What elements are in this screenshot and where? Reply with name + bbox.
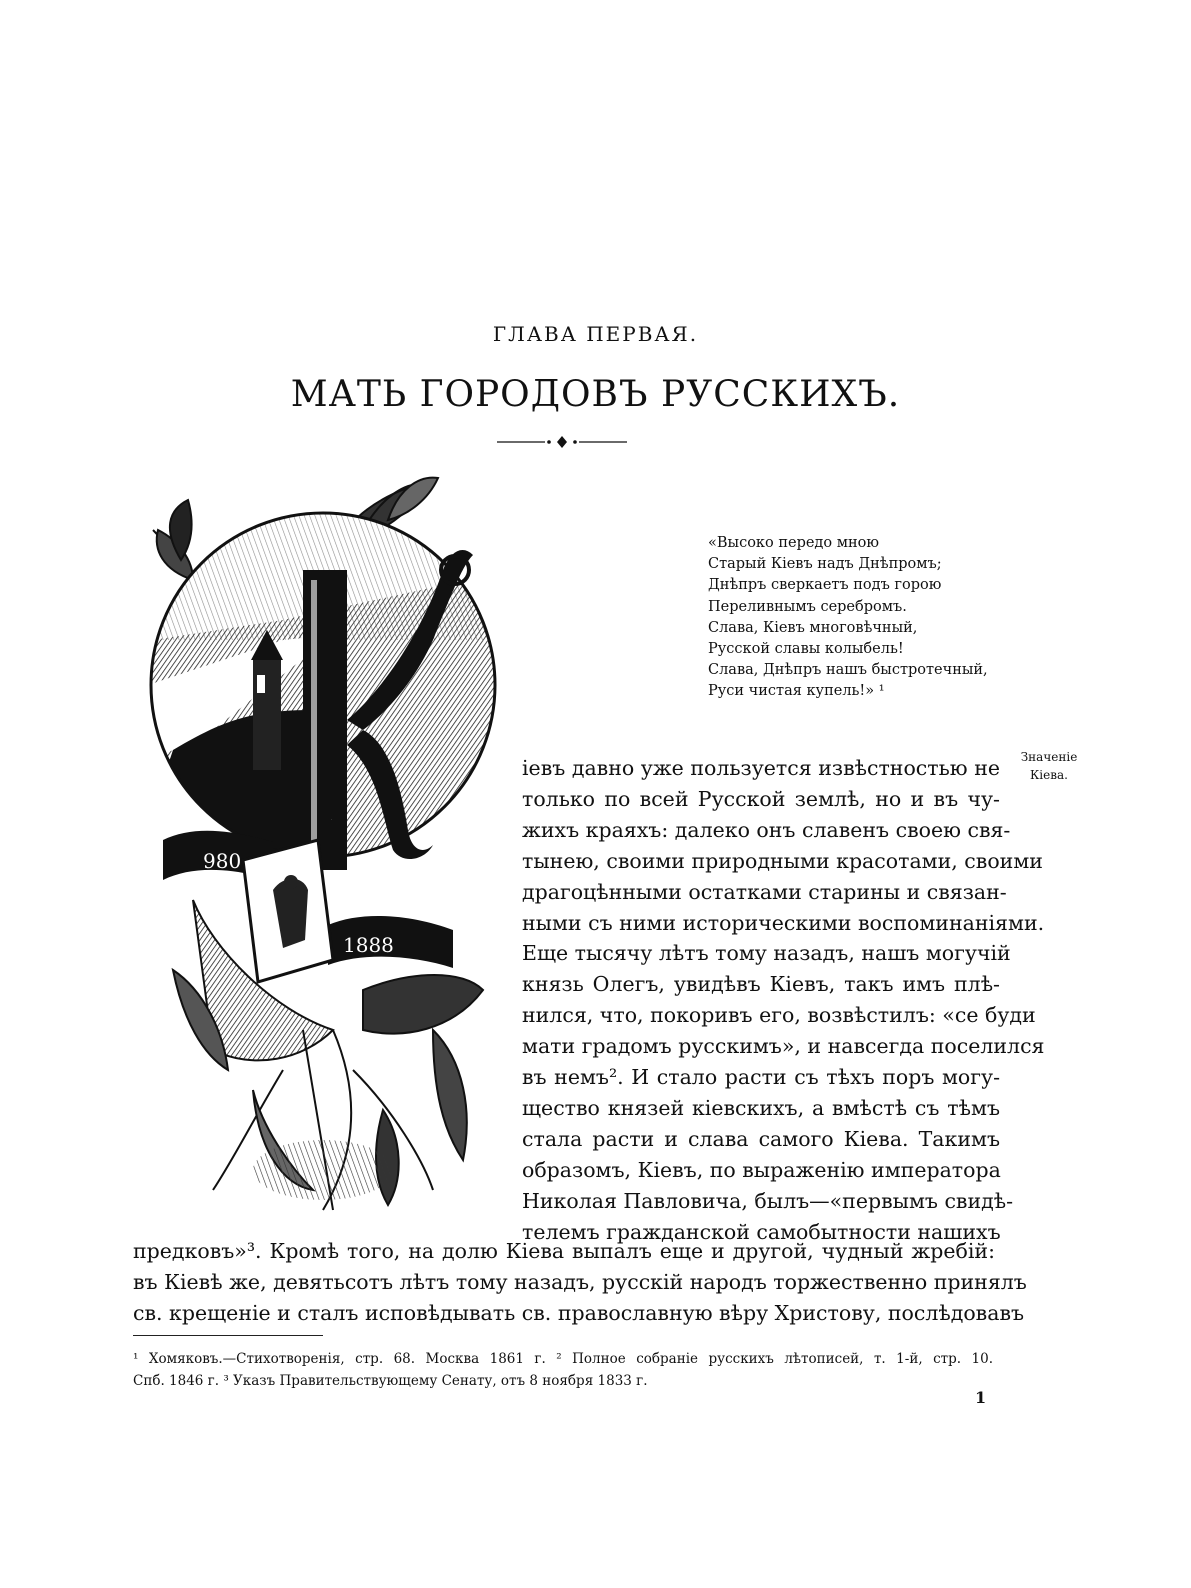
initial-letter-text: К — [331, 820, 332, 821]
body-line: тынею, своими природными красотами, своими — [522, 848, 1043, 873]
body-line: іевъ давно уже пользуется извѣстностью не — [522, 756, 1000, 780]
body-text-narrow — [522, 753, 1045, 1248]
body-line: жихъ краяхъ: далеко онъ славенъ своею свя- — [522, 817, 1011, 842]
footnotes — [133, 1348, 993, 1392]
epigraph-line: Днѣпръ сверкаетъ подъ горою — [708, 577, 942, 594]
body-line: драгоцѣнными остатками старины и связан- — [522, 879, 1007, 904]
body-line: нился, что, покоривъ его, возвѣстилъ: «се буди — [522, 1003, 1036, 1028]
banner-1888 — [328, 916, 453, 968]
body-line: въ Кіевѣ же, девятьсотъ лѣтъ тому назадъ, русскій народъ торжественно принялъ — [133, 1269, 1027, 1294]
epigraph-line: «Высоко передо мною — [708, 535, 879, 551]
body-line: щество князей кіевскихъ, а вмѣстѣ съ тѣмъ — [522, 1095, 1000, 1120]
footnote-line: ¹ Хомяковъ.—Стихотворенія, стр. 68. Москва 1861 г. ² Полное собраніе русскихъ лѣтописей, т. 1-й, стр. 10. — [133, 1351, 993, 1367]
chapter-title: МАТЬ ГОРОДОВЪ РУССКИХЪ. — [290, 374, 901, 415]
body-line: телемъ гражданской самобытности нашихъ — [522, 1219, 1001, 1244]
epigraph-line: Русской славы колыбель! — [708, 641, 904, 658]
margin-note-line: Кіева. — [1030, 768, 1068, 782]
initial-illustration — [133, 470, 513, 1230]
footnote-line: Спб. 1846 г. ³ Указъ Правительствующему Сенату, отъ 8 ноября 1833 г. — [133, 1373, 648, 1389]
page-number: 1 — [975, 1388, 987, 1407]
chapter-label: ГЛАВА ПЕРВАЯ. — [492, 322, 699, 346]
epigraph-line: Старый Кіевъ надъ Днѣпромъ; — [708, 556, 942, 573]
coat-of-arms — [243, 840, 333, 982]
title-ornament — [497, 432, 627, 452]
body-line: ными съ ними историческими воспоминаніями. — [522, 910, 1045, 935]
margin-note — [1018, 748, 1080, 784]
body-line: князь Олегъ, увидѣвъ Кіевъ, такъ имъ плѣ- — [522, 972, 1000, 997]
body-line: только по всей Русской землѣ, но и въ чу- — [522, 786, 1000, 811]
body-line: въ немъ². И стало расти съ тѣхъ поръ могу- — [522, 1065, 1000, 1090]
body-line: Еще тысячу лѣтъ тому назадъ, нашъ могучій — [522, 941, 1011, 966]
footnote-rule — [133, 1335, 323, 1336]
body-text-wide — [133, 1236, 1027, 1328]
body-line: св. крещеніе и сталъ исповѣдывать св. православную вѣру Христову, послѣдовавъ — [133, 1300, 1025, 1325]
body-line: образомъ, Кіевъ, по выраженію императора — [522, 1157, 1001, 1182]
epigraph-line: Слава, Кіевъ многовѣчный, — [708, 619, 918, 636]
epigraph — [708, 533, 1038, 703]
margin-note-line: Значеніе — [1020, 750, 1078, 764]
epigraph-line: Руси чистая купель!» ¹ — [708, 683, 885, 700]
epigraph-line: Слава, Днѣпръ нашъ быстротечный, — [708, 662, 988, 679]
year-980: 980 — [203, 849, 242, 873]
body-line: Николая Павловича, былъ—«первымъ свидѣ- — [522, 1188, 1014, 1213]
body-line: предковъ»³. Кромѣ того, на долю Кіева выпалъ еще и другой, чудный жребій: — [133, 1239, 995, 1263]
body-line: мати градомъ русскимъ», и навсегда поселился — [522, 1034, 1045, 1059]
epigraph-line: Переливнымъ серебромъ. — [708, 598, 907, 615]
body-line: стала расти и слава самого Кіева. Такимъ — [522, 1126, 1000, 1151]
year-1888: 1888 — [343, 933, 394, 957]
